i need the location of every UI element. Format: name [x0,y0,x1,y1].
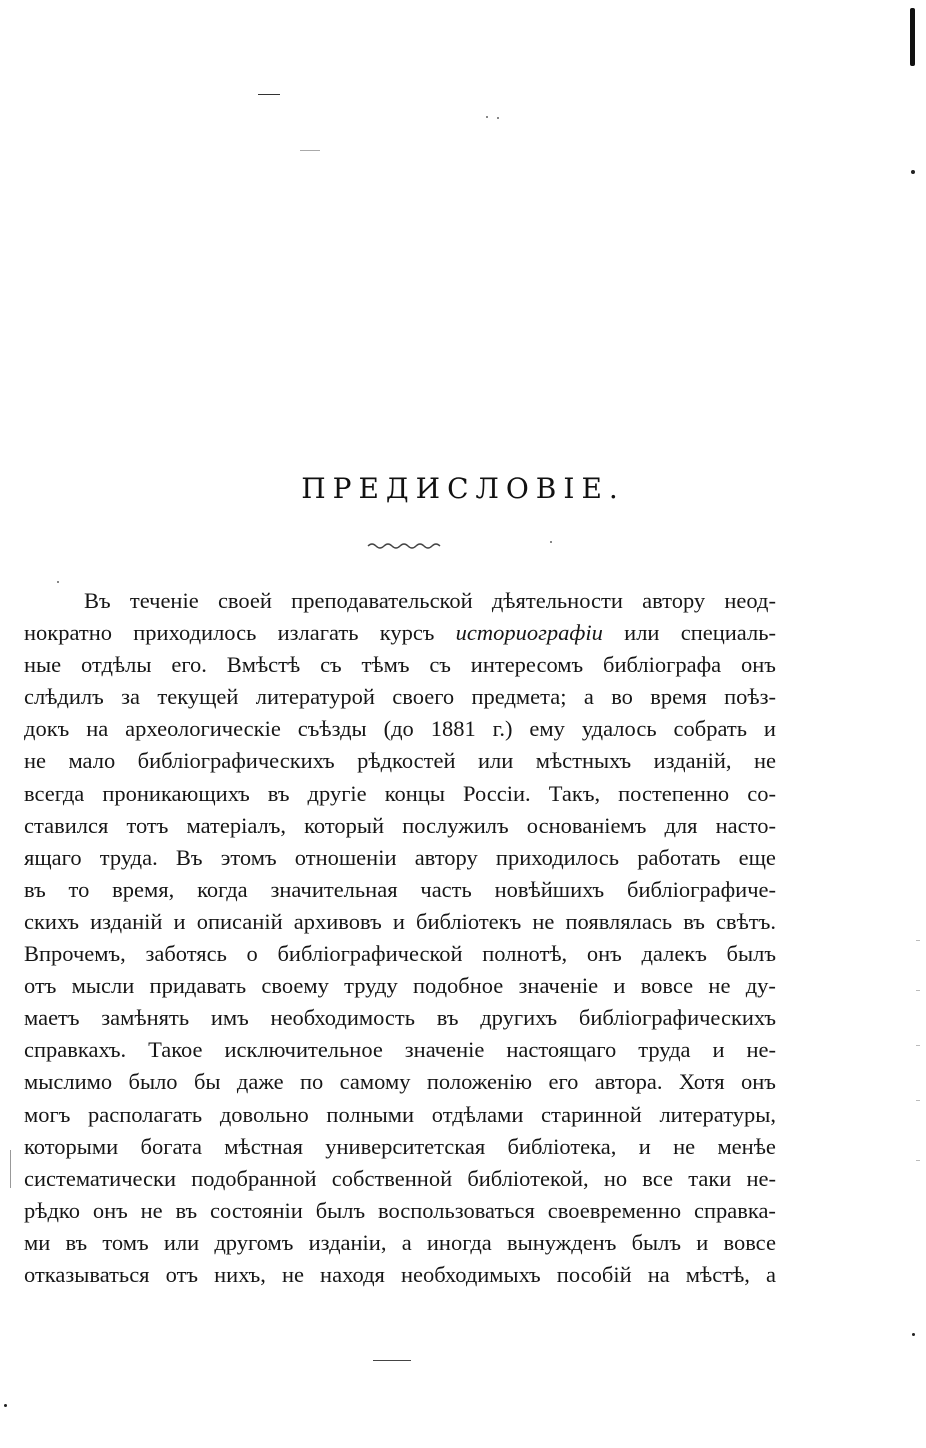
word: мало [68,748,116,774]
word: былъ [631,1229,682,1255]
word: придавать [149,973,247,999]
word: съѣзды [297,716,367,742]
word: изданій, [653,748,732,774]
text-line [24,1131,776,1163]
word: менѣе [717,1133,776,1159]
word: ему [529,716,565,742]
word: не [708,973,731,999]
word: полнотѣ, [482,941,568,967]
word: труду [344,973,398,999]
word: собрать [673,716,747,742]
word: и [613,973,626,999]
word: автору [642,588,706,613]
word: было [128,1069,178,1095]
word: проникающихъ [102,780,250,806]
word: имъ [210,1005,249,1031]
word: всегда [24,780,85,806]
text-line [24,1002,776,1034]
word: слѣдилъ [24,684,104,710]
word: мѣстѣ, [685,1261,750,1287]
scan-dash [916,990,920,991]
word: и [696,1229,709,1255]
word: справкахъ. [24,1037,127,1063]
word: ду- [745,973,776,999]
text-line [24,938,776,970]
word: не [24,748,47,774]
scan-edge-mark [910,8,915,66]
word: пособій [556,1261,632,1287]
word: отношеніи [294,844,397,870]
word: преподавательской [291,588,473,613]
word: въ [24,876,46,902]
word: былъ [315,1197,366,1223]
word: г.) [492,716,513,742]
word: постепенно [618,780,730,806]
word: въ [436,1005,459,1031]
word: Россіи. [463,780,531,806]
word: библіографической [277,941,463,967]
word: заботясь [145,941,227,967]
scan-speck [911,170,915,174]
word: на [647,1261,670,1287]
scan-dash [300,150,320,151]
word: подобранной [191,1165,317,1191]
scan-speck [57,581,59,583]
word: своевременно [547,1197,682,1223]
word: рѣдко [24,1197,80,1223]
word: Вмѣстѣ [226,652,301,678]
word: работать [637,844,721,870]
word: все [642,1165,674,1191]
word: своего [392,684,455,710]
word: онъ [92,1197,128,1223]
word: труда. [99,844,158,870]
word: автору [414,844,478,870]
text-line [24,1195,776,1227]
word: ставился [24,812,109,838]
word: автора. [594,1069,663,1095]
word: замѣнять [101,1005,190,1031]
scan-dash [916,940,920,941]
word: подобное [412,973,504,999]
word: появлялась [565,908,673,934]
word: изданіи, [308,1229,387,1255]
word: еще [738,844,776,870]
word: этомъ [220,844,277,870]
word: специаль- [680,620,776,646]
word: и [712,1037,725,1063]
word: и [763,716,776,742]
word: въ [267,780,290,806]
scan-edge-line [10,1150,11,1188]
word: о [246,941,258,967]
word: настоящаго [506,1037,617,1063]
word: докъ [24,716,70,742]
word: не- [746,1037,776,1063]
word: полными [326,1101,415,1127]
word: за [121,684,141,710]
word: довольно [219,1101,309,1127]
word: когда [197,876,248,902]
word: со- [747,780,776,806]
word: поѣз- [724,684,776,710]
text-line [24,1227,776,1259]
word: а [401,1229,412,1255]
word: иногда [426,1229,492,1255]
text-line [24,1034,776,1066]
word: ми [24,1229,51,1255]
page-title: ПРЕДИСЛОВІЕ. [301,472,625,505]
word: теченіе [129,588,199,613]
word: 1881 [430,716,476,742]
word: курсъ [379,620,435,646]
word: даже [236,1069,284,1095]
word: своей [217,588,272,613]
text-line [24,585,776,617]
word: въ [683,908,705,934]
word: вовсе [723,1229,776,1255]
word: тѣмъ [361,652,410,678]
word: которыми [24,1133,119,1159]
word: вынужденъ [506,1229,617,1255]
word: послужилъ [402,812,509,838]
word: университетская [325,1133,486,1159]
scan-dash [258,94,280,95]
word: онъ [740,1069,776,1095]
word: другіе [307,780,367,806]
word: воспользоваться [377,1197,535,1223]
word: описаній [196,908,283,934]
scan-dash [916,1100,920,1101]
word: не [281,1261,304,1287]
word: располагать [88,1101,203,1127]
word: историографіи [455,620,603,646]
word: излагать [277,620,359,646]
word: состояніи [210,1197,303,1223]
word: Такое [148,1037,203,1063]
word: удалось [581,716,657,742]
word: приходилось [495,844,620,870]
word: который [304,812,385,838]
word: и [392,908,405,934]
word: а [583,684,594,710]
word: положенію [426,1069,533,1095]
word: онъ [741,652,776,678]
word: значеніе [518,973,599,999]
word: мѣстныхъ [535,748,632,774]
word: мысли [71,973,135,999]
word: отдѣлами [431,1101,524,1127]
scan-speck [497,117,499,119]
word: Впрочемъ, [24,941,126,967]
scan-speck [486,116,488,118]
scan-speck [912,1333,915,1336]
word: нихъ, [214,1261,266,1287]
word: и [173,908,186,934]
word: неод- [724,588,776,613]
word: часть [420,876,472,902]
word: его [548,1069,579,1095]
word: другомъ [214,1229,294,1255]
word: тотъ [126,812,169,838]
word: отказываться [24,1261,150,1287]
word: новѣйшихъ [494,876,605,902]
scan-dash [916,1045,920,1046]
word: значительная [270,876,398,902]
word: свѣтъ. [716,908,776,934]
word: рѣдкостей [357,748,456,774]
word: библіотекой, [467,1165,589,1191]
word: изданій [90,908,163,934]
scan-dash [373,1360,411,1361]
text-line [24,617,776,649]
word: старинной [541,1101,642,1127]
word: труда [638,1037,691,1063]
word: не- [746,1165,776,1191]
word: въ [65,1229,88,1255]
word: насто- [715,812,776,838]
word: отъ [24,973,57,999]
word: самому [339,1069,411,1095]
word: могъ [24,1101,71,1127]
word: находя [320,1261,385,1287]
word: собственной [331,1165,453,1191]
word: нократно [24,620,113,646]
word: не [673,1133,696,1159]
word: во [611,684,633,710]
word: онъ [586,941,622,967]
text-line [24,649,776,681]
word: концы [384,780,445,806]
word: но [603,1165,628,1191]
text-line [24,1259,776,1291]
word: литературой [255,684,375,710]
scan-speck [550,541,552,543]
word: ные [24,652,62,678]
word: приходилось [133,620,257,646]
word: скихъ [24,908,79,934]
word: Въ [175,844,203,870]
text-line [24,713,776,745]
word: отъ [165,1261,199,1287]
word: томъ [102,1229,149,1255]
word: для [664,812,698,838]
word: литературы, [659,1101,776,1127]
word: (до [383,716,414,742]
word: далекъ [641,941,707,967]
word: то [68,876,90,902]
word: текущей [157,684,239,710]
word: не [532,908,555,934]
word: систематически [24,1165,177,1191]
word: библіографическихъ [578,1005,776,1031]
text-line [24,874,776,906]
word: таки [688,1165,732,1191]
word: своему [261,973,329,999]
text-line [24,1163,776,1195]
text-line [24,906,776,938]
word: Такъ, [548,780,601,806]
word: Въ [84,588,111,613]
word: значеніе [404,1037,485,1063]
word: другихъ [480,1005,558,1031]
word: по [299,1069,324,1095]
word: справка- [693,1197,776,1223]
word: интересомъ [470,652,584,678]
preface-text [24,585,776,1291]
word: библіографическихъ [137,748,335,774]
word: необходимость [270,1005,416,1031]
word: на [86,716,109,742]
word: не [753,748,776,774]
word: ящаго [24,844,82,870]
word: мѣстная [224,1133,303,1159]
word: библіографиче- [627,876,776,902]
word: Хотя [678,1069,725,1095]
scan-speck [4,1404,7,1407]
word: дѣятельности [491,588,623,613]
word: или [624,620,660,646]
word: основаніемъ [526,812,647,838]
word: богата [140,1133,202,1159]
text-line [24,842,776,874]
word: матеріалъ, [186,812,287,838]
word: библіографа [603,652,722,678]
text-line [24,970,776,1002]
word: маетъ [24,1005,80,1031]
text-line [24,810,776,842]
word: или [477,748,514,774]
word: время [650,684,707,710]
word: библіотекъ [416,908,522,934]
text-line [24,681,776,713]
word: отдѣлы [81,652,152,678]
word: съ [429,652,451,678]
word: былъ [726,941,776,967]
word: его. [171,652,207,678]
word: съ [320,652,342,678]
word: вовсе [640,973,694,999]
word: время, [112,876,175,902]
text-line [24,778,776,810]
word: предмета; [471,684,567,710]
word: мыслимо [24,1069,113,1095]
word: а [766,1261,776,1287]
word: архивовъ [293,908,382,934]
scan-dash [916,1160,920,1161]
text-line [24,745,776,777]
word: библіотека, [507,1133,617,1159]
word: археологическіе [125,716,281,742]
word: бы [193,1069,221,1095]
word: или [163,1229,200,1255]
word: необходимыхъ [400,1261,541,1287]
text-line [24,1099,776,1131]
text-line [24,1066,776,1098]
word: и [638,1133,651,1159]
title-ornament-icon [366,540,446,550]
word: не [140,1197,163,1223]
word: исключительное [224,1037,383,1063]
word: въ [175,1197,198,1223]
